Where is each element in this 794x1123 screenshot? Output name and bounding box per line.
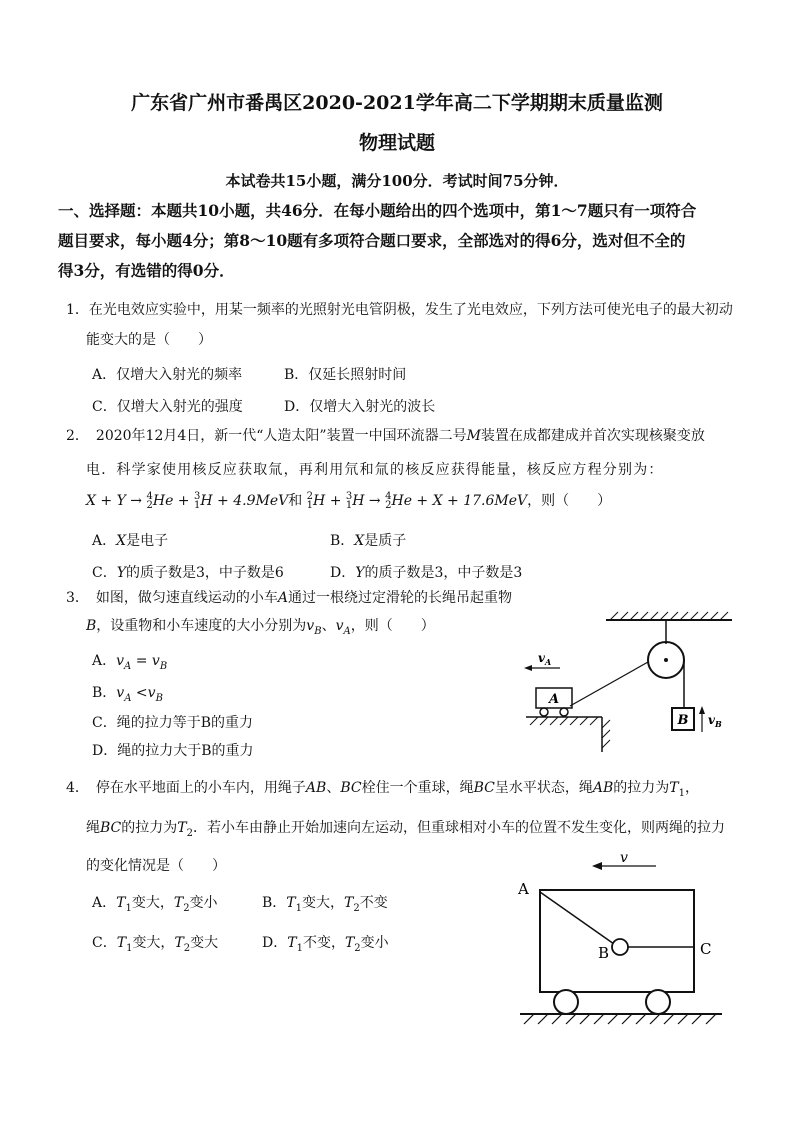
q1-option-c: C．仅增大入射光的强度 — [92, 399, 243, 415]
question-1-line-2: 能变大的是（ ） — [86, 332, 212, 348]
block-b-label: B — [677, 713, 689, 728]
vb-arrow-head — [699, 706, 705, 714]
label-c: C — [700, 940, 712, 958]
question-1-stem — [66, 300, 746, 350]
vb-label: $v_B$ — [708, 713, 722, 729]
q3-option-a: A．$v_A = v_B$ — [92, 653, 168, 672]
section-line-3: 得3分，有选错的得0分． — [58, 261, 235, 280]
question-3-line-2: B，设重物和小车速度的大小分别为$v_B$、$v_A$，则（ ） — [86, 618, 435, 637]
q2-option-b: B．X是质子 — [330, 533, 407, 549]
section-line-1: 一、选择题：本题共10小题，共46分．在每小题给出的四个选项中，第1～7题只有一项符合 — [58, 201, 697, 220]
va-label: $v_A$ — [538, 651, 552, 667]
exam-info: 本试卷共15小题，满分100分．考试时间75分钟． — [225, 172, 569, 190]
q4-option-c: C．$T_1$变大，$T_2$变大 — [92, 935, 219, 954]
rope-to-a — [570, 662, 648, 706]
table-hatch — [530, 717, 610, 748]
v-arrow-head — [592, 862, 602, 870]
pulley-axle — [664, 658, 668, 662]
ball — [612, 939, 628, 955]
ceiling-hatch — [610, 612, 728, 620]
q4-option-a: A．$T_1$变大，$T_2$变小 — [92, 895, 218, 914]
exam-subtitle: 物理试题 — [358, 132, 435, 154]
q1-option-d: D．仅增大入射光的波长 — [284, 399, 436, 415]
question-3-line-1: 3． 如图，做匀速直线运动的小车A通过一根绕过定滑轮的长绳吊起重物 — [66, 590, 513, 606]
cart-wheel-right — [646, 990, 670, 1014]
q4-option-b: B．$T_1$变大，$T_2$不变 — [262, 895, 388, 914]
q2-option-d: D．Y的质子数是3，中子数是3 — [330, 565, 523, 581]
exam-title: 广东省广州市番禺区2020-2021学年高二下学期期末质量监测 — [131, 92, 663, 114]
nuclear-equations: X + Y → 4 2He + 3 1H + 4.9MeV和 2 1H + 3 1H → 4 2He + X + 17.6MeV，则（ ） — [86, 491, 612, 511]
q3-option-d: D．绳的拉力大于B的重力 — [92, 743, 254, 759]
q1-option-a: A．仅增大入射光的频率 — [92, 367, 243, 383]
cart-wheel-left — [554, 990, 578, 1014]
question-1-line-1: 1．在光电效应实验中，用某一频率的光照射光电管阴极，发生了光电效应，下列方法可使光电子的最大初动 — [66, 302, 733, 318]
q2-option-a: A．X是电子 — [92, 533, 169, 549]
q2-option-c: C．Y的质子数是3，中子数是6 — [92, 565, 284, 581]
q4-cart-figure — [508, 848, 738, 1034]
v-label: v — [620, 850, 628, 866]
q4-option-d: D．$T_1$不变，$T_2$变小 — [262, 935, 389, 954]
section-instructions — [58, 196, 748, 286]
va-arrow-head — [524, 665, 532, 671]
car-a-label: A — [548, 692, 560, 707]
rope-ab — [540, 892, 614, 944]
question-4-line-2: 绳BC的拉力为$T_2$．若小车由静止开始加速向左运动，但重球相对小车的位置不发生变化，则两绳的拉力 — [86, 820, 725, 839]
q3-option-c: C．绳的拉力等于B的重力 — [92, 715, 253, 731]
q3-option-b: B．$v_A <v_B$ — [92, 685, 163, 704]
question-2-line-2: 电．科学家使用核反应获取氚，再利用氘和氚的核反应获得能量，核反应方程分别为： — [86, 462, 664, 478]
question-2-line-1: 2． 2020年12月4日，新一代“人造太阳”装置一中国环流器二号M装置在成都建成并首次实现核聚变放 — [66, 428, 705, 444]
car-a-wheel-right — [560, 708, 568, 716]
label-a: A — [518, 880, 529, 898]
question-4-line-1: 4． 停在水平地面上的小车内，用绳子AB、BC栓住一个重球，绳BC呈水平状态，绳AB的拉力为$T_1$， — [66, 780, 699, 799]
ground-hatch — [524, 1014, 716, 1024]
question-4-line-3: 的变化情况是（ ） — [86, 858, 226, 874]
q3-pulley-figure — [510, 600, 740, 760]
section-line-2: 题目要求，每小题4分；第8～10题有多项符合题口要求，全部选对的得6分，选对但不全的 — [58, 231, 686, 250]
label-b: B — [598, 944, 610, 962]
car-a-wheel-left — [540, 708, 548, 716]
q1-option-b: B．仅延长照射时间 — [284, 367, 407, 383]
